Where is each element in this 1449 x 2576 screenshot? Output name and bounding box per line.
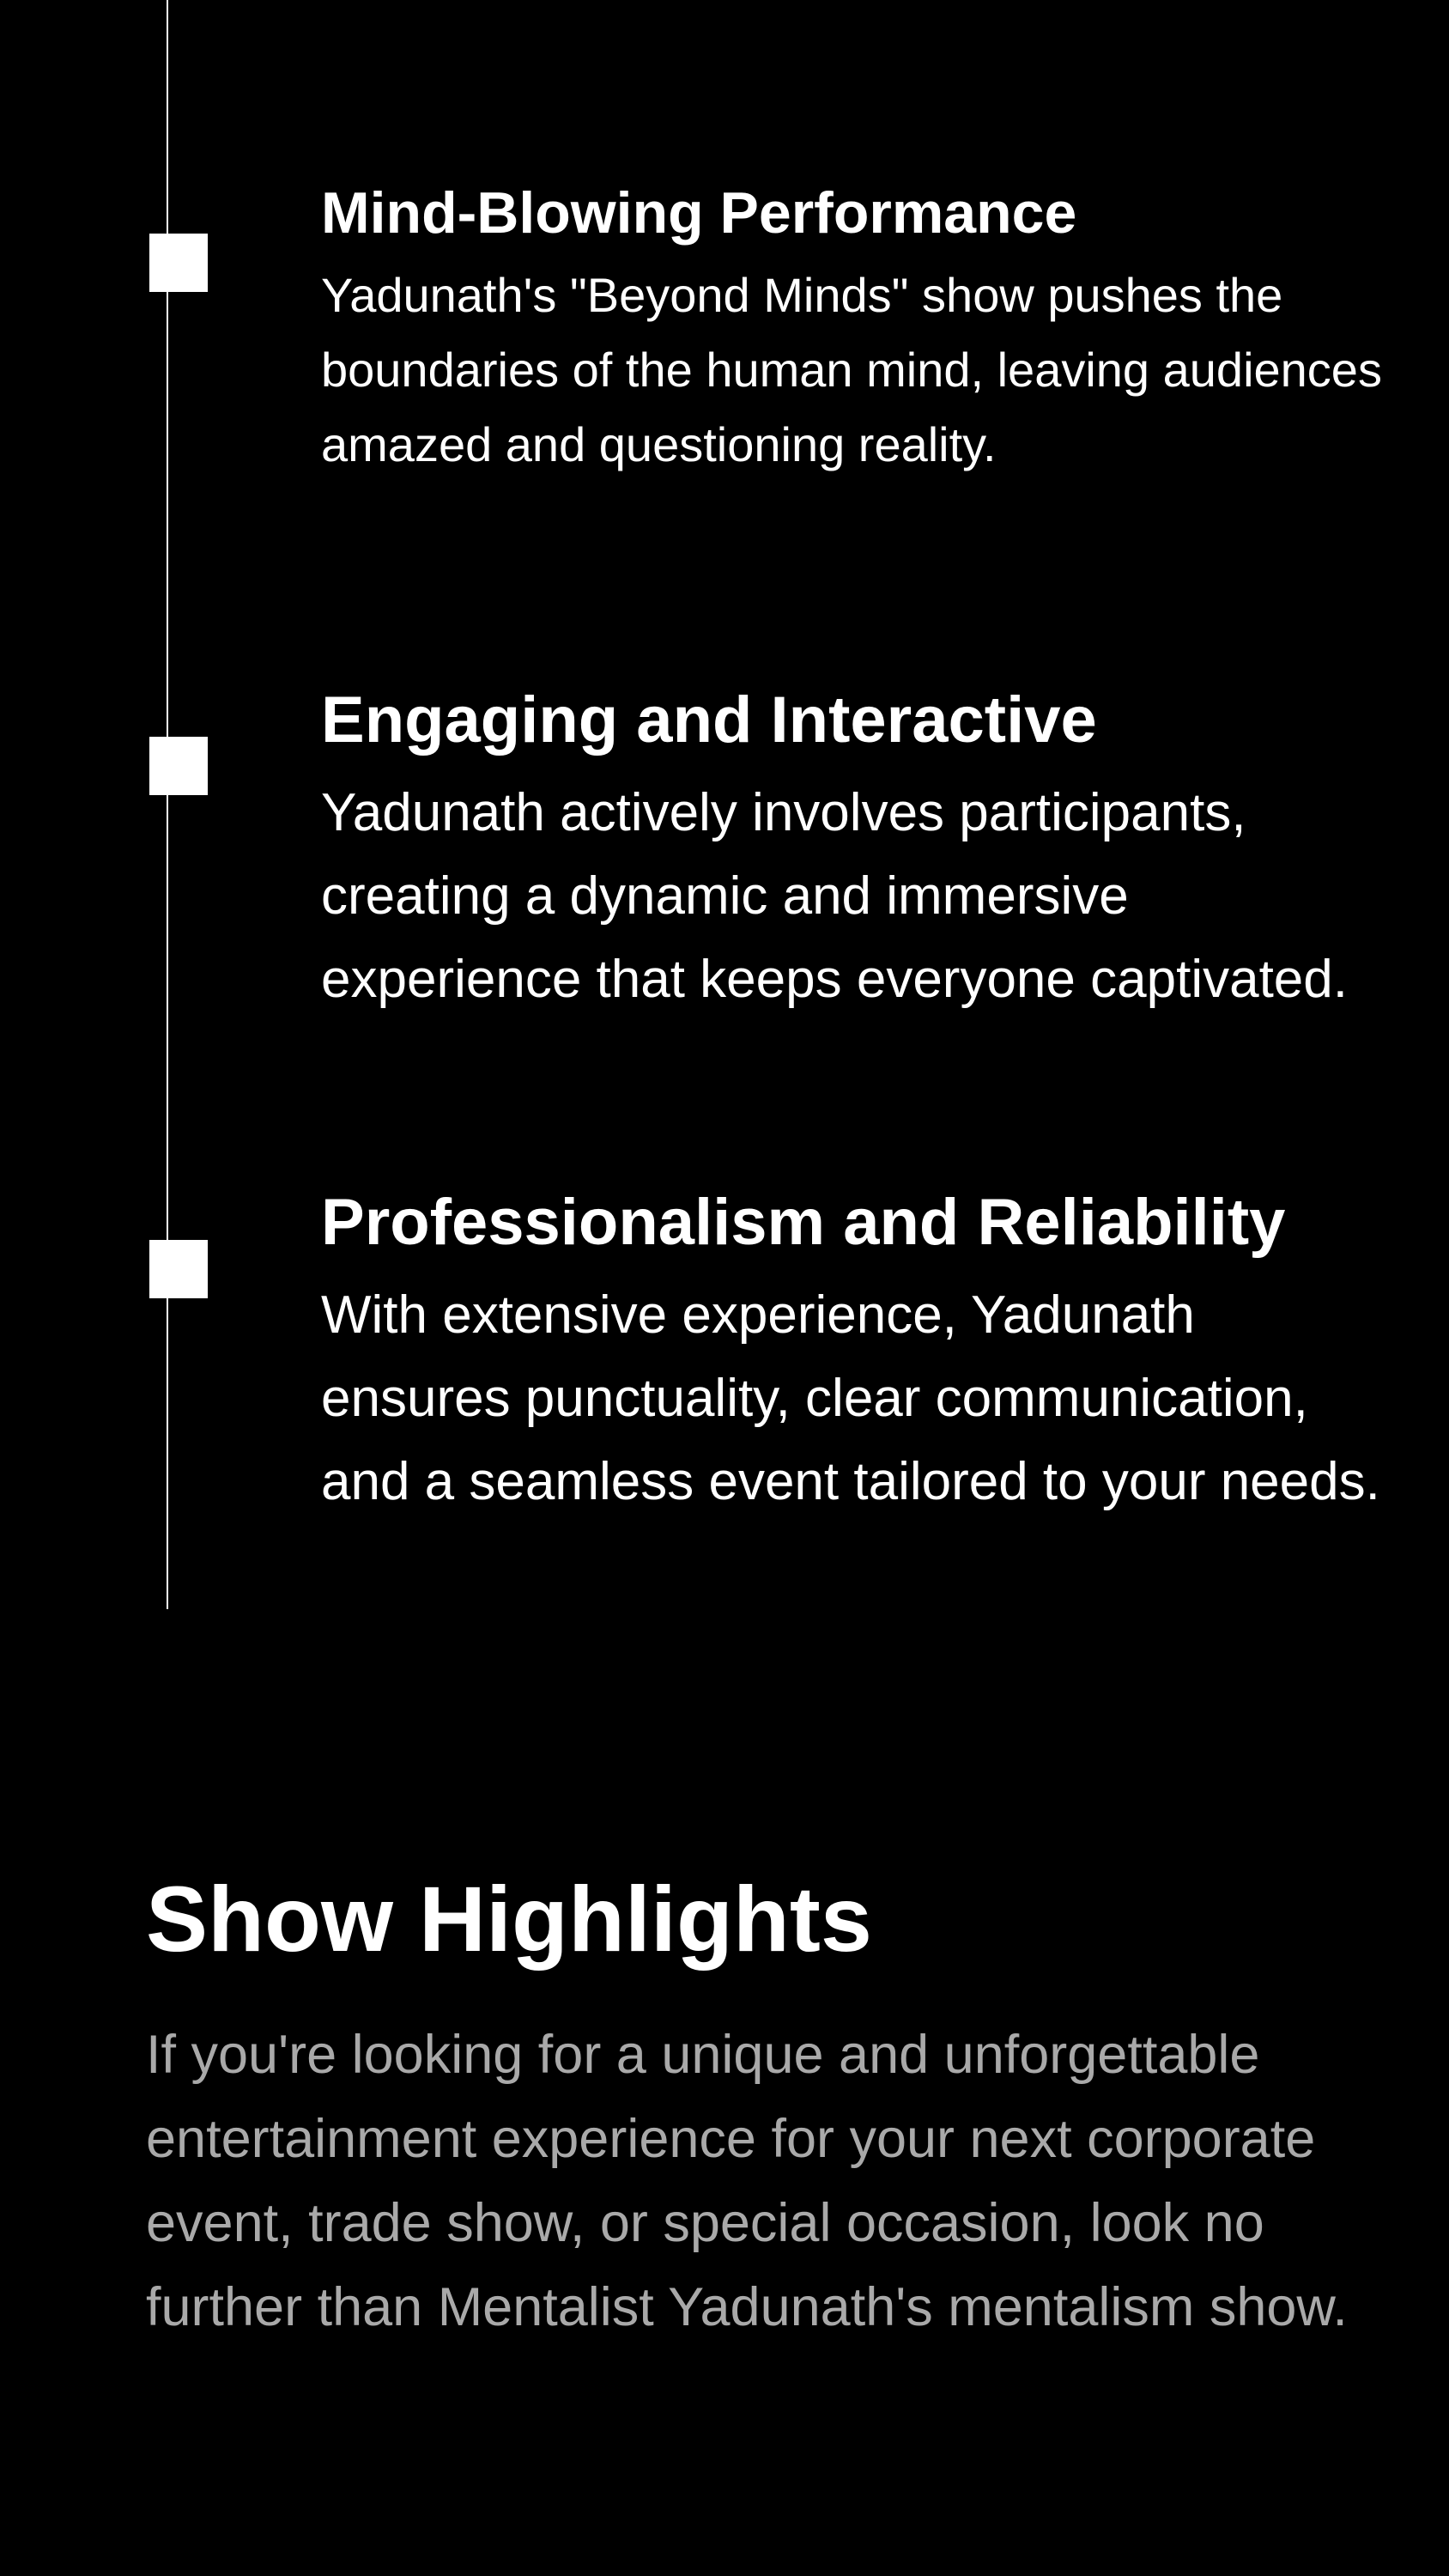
feature-item-professionalism bbox=[321, 1179, 1385, 1523]
feature-title: Mind-Blowing Performance bbox=[321, 180, 1077, 246]
feature-item-engaging bbox=[321, 677, 1385, 1021]
feature-item-performance bbox=[321, 172, 1385, 482]
timeline-marker bbox=[149, 1240, 208, 1298]
section-description: If you're looking for a unique and unforgettable entertainment experience for your next corporate event, trade show, or special occasion, look no further than Mentalist Yadunath's mentalism show. bbox=[146, 2025, 1348, 2337]
feature-title: Professionalism and Reliability bbox=[321, 1186, 1286, 1259]
timeline-marker bbox=[149, 234, 208, 292]
timeline-marker bbox=[149, 737, 208, 795]
feature-description: Yadunath's "Beyond Minds" show pushes the boundaries of the human mind, leaving audiences amazed and questioning reality. bbox=[321, 268, 1382, 471]
feature-description: With extensive experience, Yadunath ensures punctuality, clear communication, and a seamless event tailored to your needs. bbox=[321, 1285, 1380, 1511]
feature-title: Engaging and Interactive bbox=[321, 683, 1097, 756]
section-title: Show Highlights bbox=[146, 1867, 872, 1971]
feature-description: Yadunath actively involves participants, creating a dynamic and immersive experience that keeps everyone captivated. bbox=[321, 783, 1348, 1009]
